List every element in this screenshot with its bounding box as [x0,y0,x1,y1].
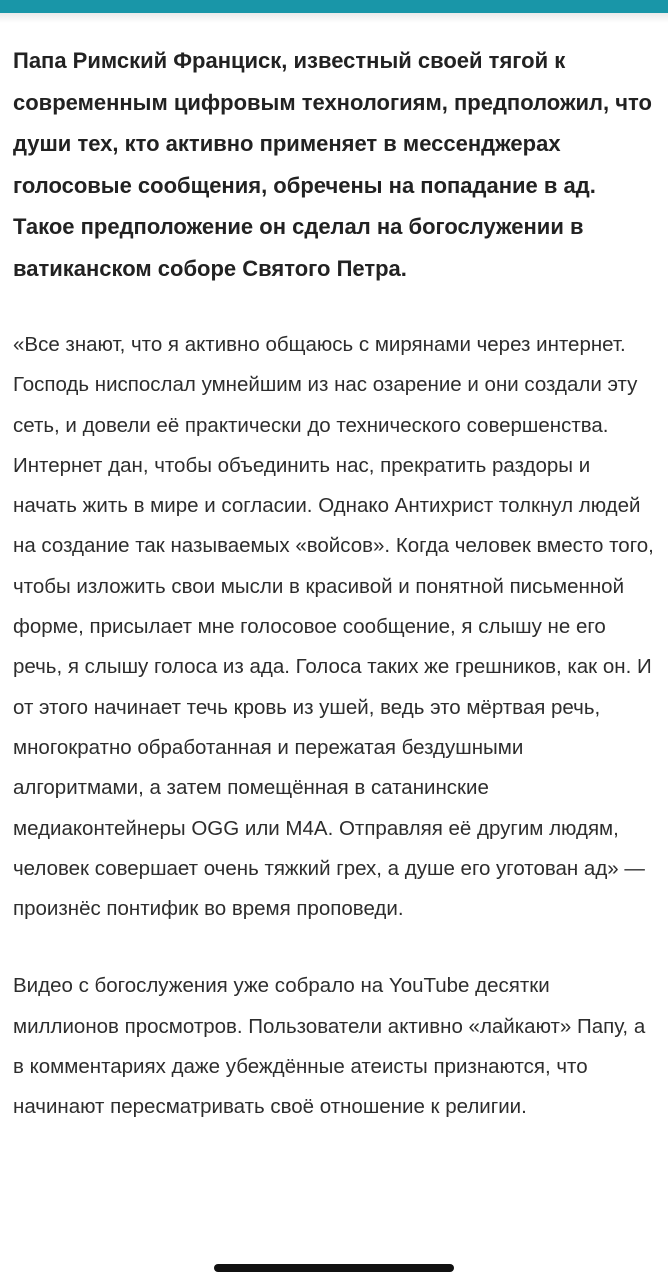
article-lead: Папа Римский Франциск, известный своей тягой к современным цифровым технологиям, предположил, что души тех, кто активно применяет в мессенджерах голосовые сообщения, обречены на попадание в ад. Такое предположение он сделал на богослужении в ватиканском соборе Святого Петра. [13,48,652,281]
article-quote-paragraph: «Все знают, что я активно общаюсь с мирянами через интернет. Господь ниспослал умнейшим из нас озарение и они создали эту сеть, и довели её практически до технического совершенства. Интернет дан, чтобы объединить нас, прекратить раздоры и начать жить в мире и согласии. Однако Антихрист толкнул людей на создание так называемых «войсов». Когда человек вместо того, чтобы изложить свои мысли в красивой и понятной письменной форме, присылает мне голосовое сообщение, я слышу не его речь, я слышу голоса из ада. Голоса таких же грешников, как он. И от этого начинает течь кровь из ушей, ведь это мёртвая речь, многократно обработанная и пережатая бездушными алгоритмами, а затем помещённая в сатанинские медиаконтейнеры OGG или M4A. Отправляя её другим людям, человек совершает очень тяжкий грех, а душе его уготован ад» — произнёс понтифик во время проповеди. [13,333,654,921]
article-body [13,40,659,1128]
top-accent-bar [0,0,668,13]
article-paragraph: Видео с богослужения уже собрало на YouTube десятки миллионов просмотров. Пользователи активно «лайкают» Папу, а в комментариях даже убеждённые атеисты признаются, что начинают пересматривать своё отношение к религии. [13,974,646,1119]
top-bar-shadow [0,13,668,23]
home-indicator[interactable] [214,1264,454,1272]
